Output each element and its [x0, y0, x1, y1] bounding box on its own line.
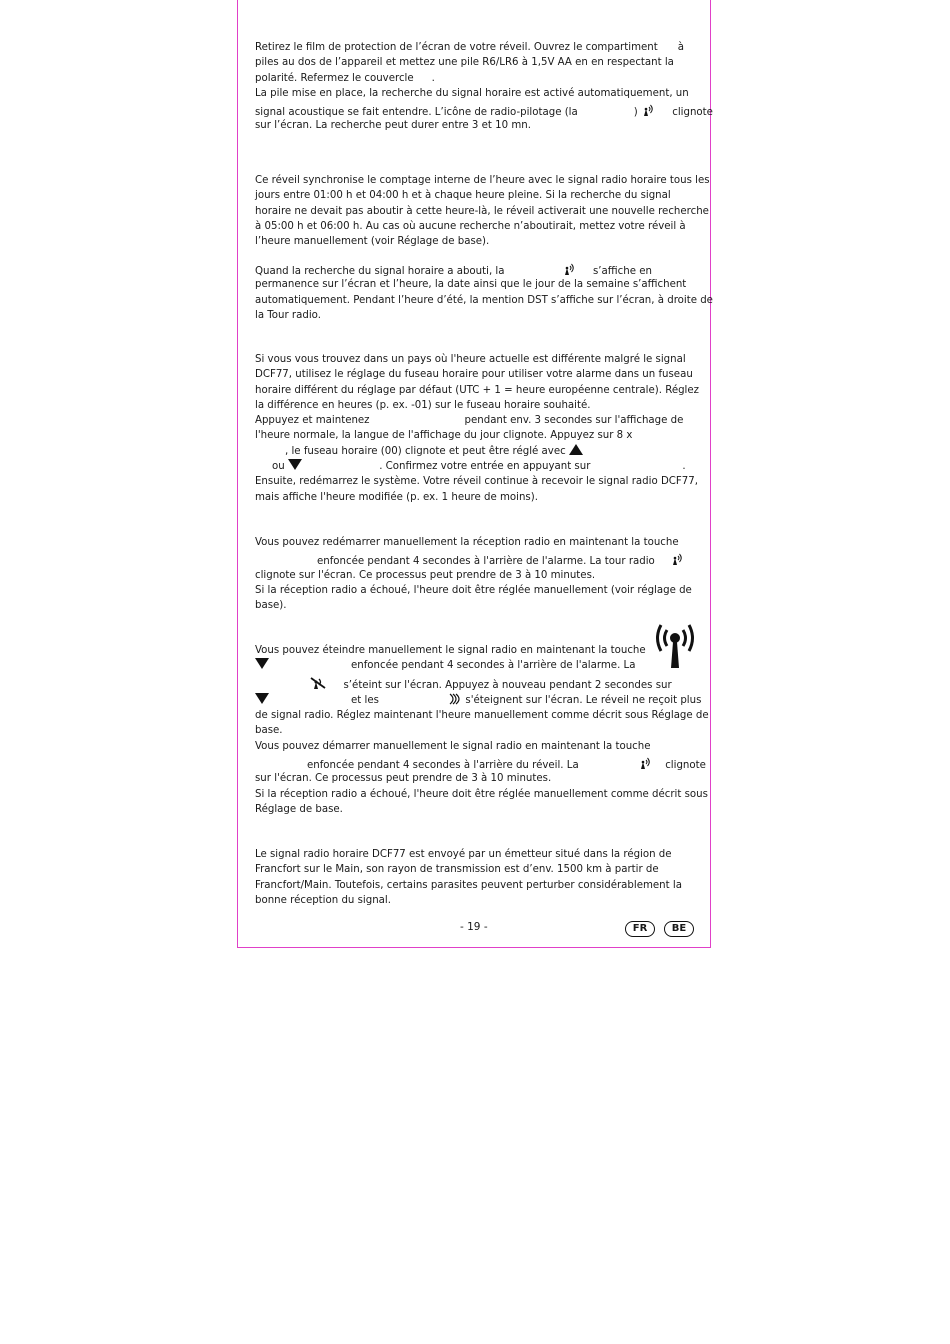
triangle-up-icon	[569, 444, 583, 455]
triangle-down-icon	[255, 693, 269, 704]
paragraph-dcf77-info: Le signal radio horaire DCF77 est envoyé par un émetteur situé dans la région de Francfort sur le Main, son rayon de transmission est d’env. 1500 km à partir de Francfort/Main. Toutefois, certains parasites peuvent perturber considérablement la bonne réception du signal.	[255, 849, 682, 906]
paragraph-timezone: Si vous vous trouvez dans un pays où l'heure actuelle est différente malgré le signal DCF77, utilisez le réglage du fuseau horaire pour utiliser votre alarme dans un fuseau horaire différent du réglage par défaut (UTC + 1 = heure européenne centrale). Réglez la différence en heures (p. ex. -01) sur le fuseau horaire souhaité. Appuyez et maintenez pendant env. 3 secondes sur l'affichage de l'heure normale, la langue de l'affichage du jour clignote. Appuyez sur 8 x , le fuseau horaire (00) clignote et peut être réglé avec ou . Confirmez votre entrée en appuyant sur . Ensuite, redémarrez le système. Votre réveil continue à recevoir le signal radio DCF77, mais affiche l'heure modifiée (p. ex. 1 heure de moins).	[255, 354, 699, 503]
radio-signal-icon	[562, 262, 576, 276]
radio-signal-icon	[641, 103, 655, 117]
triangle-down-icon	[288, 459, 302, 470]
page-number: - 19 -	[460, 921, 488, 933]
radio-signal-icon	[670, 552, 684, 566]
paragraph-signal-found: Quand la recherche du signal horaire a abouti, la s’affiche en permanence sur l’écran et l’heure, la date ainsi que le jour de la semaine s’affichent automatiquement. Pendant l’heure d’été, la mention DST s’affiche sur l’écran, à droite de la Tour radio.	[255, 262, 695, 323]
signal-waves-icon	[448, 693, 462, 705]
paragraph-radio-off-on: Vous pouvez éteindre manuellement le signal radio en maintenant la touche enfoncée pendant 4 secondes à l'arrière de l'alarme. La s’éteint sur l'écran. Appuyez à nouveau pendant 2 secondes sur et les s'éteignent sur l'écran. Le réveil ne reçoit plus de signal radio. Réglez maintenant l'heure manuellement comme décrit sous Réglage de base. Vous pouvez démarrer manuellement le signal radio en maintenant la touche enfoncée pendant 4 secondes à l'arrière du réveil. La clignote sur l'écran. Ce processus peut prendre de 3 à 10 minutes. Si la réception radio a échoué, l'heure doit être réglée manuellement comme décrit sous Réglage de base.	[255, 645, 709, 815]
radio-signal-crossed-icon	[310, 676, 326, 690]
paragraph-restart-reception: Vous pouvez redémarrer manuellement la réception radio en maintenant la touche enfoncée pendant 4 secondes à l'arrière de l'alarme. La tour radio clignote sur l'écran. Ce processus peut prendre de 3 à 10 minutes. Si la réception radio a échoué, l'heure doit être réglée manuellement (voir réglage de base).	[255, 537, 692, 612]
paragraph-battery-install: Retirez le film de protection de l’écran de votre réveil. Ouvrez le compartiment à piles au dos de l’appareil et mettez une pile R6/LR6 à 1,5V AA en en respectant la polarité. Refermez le couvercle . La pile mise en place, la recherche du signal horaire est activé automatiquement, un signal acoustique se fait entendre. L’icône de radio-pilotage (la ) clignote sur l’écran. La recherche peut durer entre 3 et 10 mn.	[255, 42, 713, 132]
triangle-down-icon	[255, 658, 269, 669]
paragraph-sync: Ce réveil synchronise le comptage interne de l’heure avec le signal radio horaire tous les jours entre 01:00 h et 04:00 h et à chaque heure pleine. Si la recherche du signal horaire ne devait pas aboutir à cette heure-là, le réveil activerait une nouvelle recherche à 05:00 h et 06:00 h. Au cas où aucune recherche n’aboutirait, mettez votre réveil à l’heure manuellement (voir Réglage de base).	[255, 175, 710, 248]
language-badge-fr: FR	[625, 921, 655, 937]
radio-signal-icon	[638, 756, 652, 770]
language-badge-be: BE	[664, 921, 694, 937]
